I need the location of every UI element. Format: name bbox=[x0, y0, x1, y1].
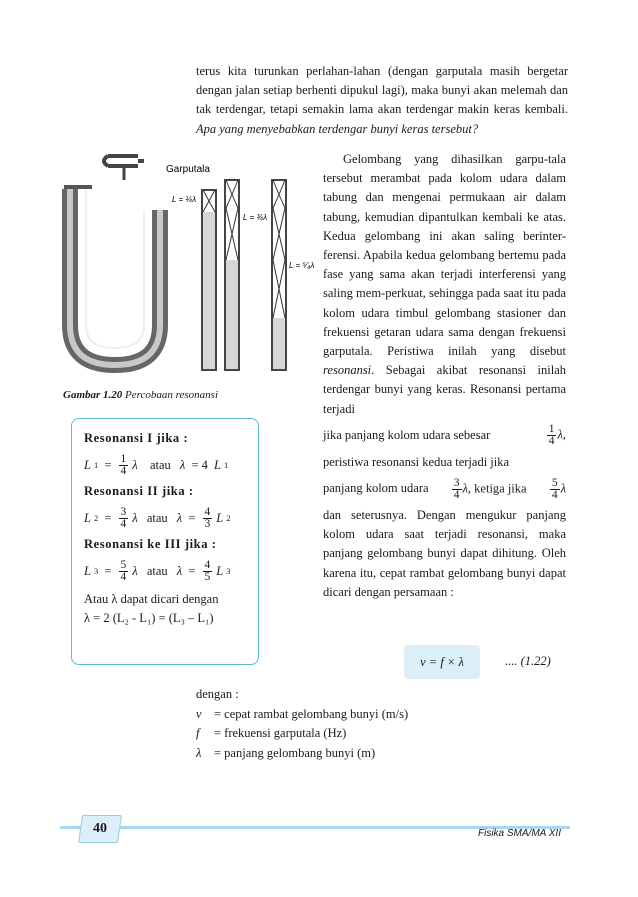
resonance-3-heading: Resonansi ke III jika : bbox=[84, 537, 217, 551]
tuning-fork-icon bbox=[104, 156, 144, 180]
figure-label-l3: L = ⁵⁄₄λ bbox=[289, 261, 315, 270]
resonance-explanation: Gelombang yang dihasilkan garpu-tala tersebut merambat pada kolom udara dalam tabung dan mengenai permukaan air dalam tabung, kemudian dipantulkan kembali ke atas. Kedua gelombang ini akan saling berinter-ferensi. Apabila kedua gelombang bertemu pada fase yang sama akan terjadi interferensi yang saling mem-perkuat, sehingga pada saat itu pada kolom udara timbul gelombang stasioner dan frekuensi getaran udara sama dengan frekuensi garputala. Peristiwa inilah yang disebut resonansi. Sebagai akibat resonansi inilah terdengar bunyi yang keras. Resonansi pertama terjadi bbox=[323, 152, 566, 416]
figure-label-l2: L = ¾λ bbox=[243, 213, 268, 222]
third-resonance-line: panjang kolom udara $\frac{3}{4}$ λ, ketiga jika $\frac{5}{4}$ λ bbox=[323, 476, 566, 501]
tube-third-resonance bbox=[272, 180, 286, 370]
resonance-tube-illustration bbox=[60, 150, 320, 385]
resonance-3-equation: L 3 = $\frac{5}{4}$ λ atau λ = $\frac{4}{5}$ L 3 bbox=[84, 558, 231, 583]
resonance-2-equation: L 2 = $\frac{3}{4}$ λ atau λ = $\frac{4}{3}$ L 2 bbox=[84, 505, 231, 530]
resonance-2-heading: Resonansi II jika : bbox=[84, 484, 194, 498]
caption-number: Gambar 1.20 bbox=[63, 389, 123, 401]
variable-definitions bbox=[196, 685, 408, 763]
resonance-figure bbox=[60, 150, 320, 385]
definition-lambda: λ = panjang gelombang bunyi (m) bbox=[196, 745, 376, 760]
resonance-1-heading: Resonansi I jika : bbox=[84, 431, 189, 445]
intro-paragraph bbox=[196, 62, 568, 139]
page-number: 40 bbox=[93, 821, 107, 836]
intro-text: terus kita turunkan perlahan-lahan (dengan garputala masih bergetar dengan jalan setiap berhenti dipukul lagi), maka bunyi akan melemah dan tak terdengar, tetapi semakin lama akan terdengar makin keras kembali. bbox=[196, 64, 568, 117]
u-tube bbox=[64, 185, 160, 365]
figure-label-garputala: Garputala bbox=[166, 164, 210, 175]
second-resonance-line: peristiwa resonansi kedua terjadi jika bbox=[323, 454, 510, 469]
definition-v: v = cepat rambat gelombang bunyi (m/s) bbox=[196, 706, 409, 721]
resonance-summary-box bbox=[71, 418, 259, 665]
measurement-paragraph: dan seterusnya. Dengan mengukur panjang kolom udara saat terjadi resonansi, maka panjang gelombang bunyi dapat dihitung. Oleh karena itu, cepat rambat gelombang bunyi dapat dicari dengan persamaan : bbox=[323, 508, 566, 599]
resonance-note-2: λ = 2 (L₂ - L₁) = (L₃ – L₁) bbox=[84, 611, 214, 625]
formula-number: .... (1.22) bbox=[505, 654, 551, 668]
book-title: Fisika SMA/MA XII bbox=[478, 828, 561, 839]
page-number-badge bbox=[78, 815, 122, 843]
resonance-1-equation: L 1 = $\frac{1}{4}$ λ atau λ = 4 L 1 bbox=[84, 452, 229, 477]
figure-label-l1: L = ¼λ bbox=[172, 195, 197, 204]
tube-first-resonance bbox=[202, 190, 216, 370]
first-resonance-line: jika panjang kolom udara sebesar $\frac{1}{4}$ λ, bbox=[323, 423, 566, 448]
caption-text: Percobaan resonansi bbox=[125, 389, 219, 401]
tube-second-resonance bbox=[225, 180, 239, 370]
resonance-note-1: Atau λ dapat dicari dengan bbox=[84, 592, 219, 606]
definition-f: f = frekuensi garputala (Hz) bbox=[196, 726, 347, 740]
right-column-text bbox=[323, 150, 566, 602]
intro-question: Apa yang menyebabkan terdengar bunyi keras tersebut? bbox=[196, 121, 479, 136]
definitions-intro: dengan : bbox=[196, 687, 239, 701]
figure-caption bbox=[63, 389, 218, 401]
wave-speed-formula: v = f × λ bbox=[404, 645, 480, 679]
